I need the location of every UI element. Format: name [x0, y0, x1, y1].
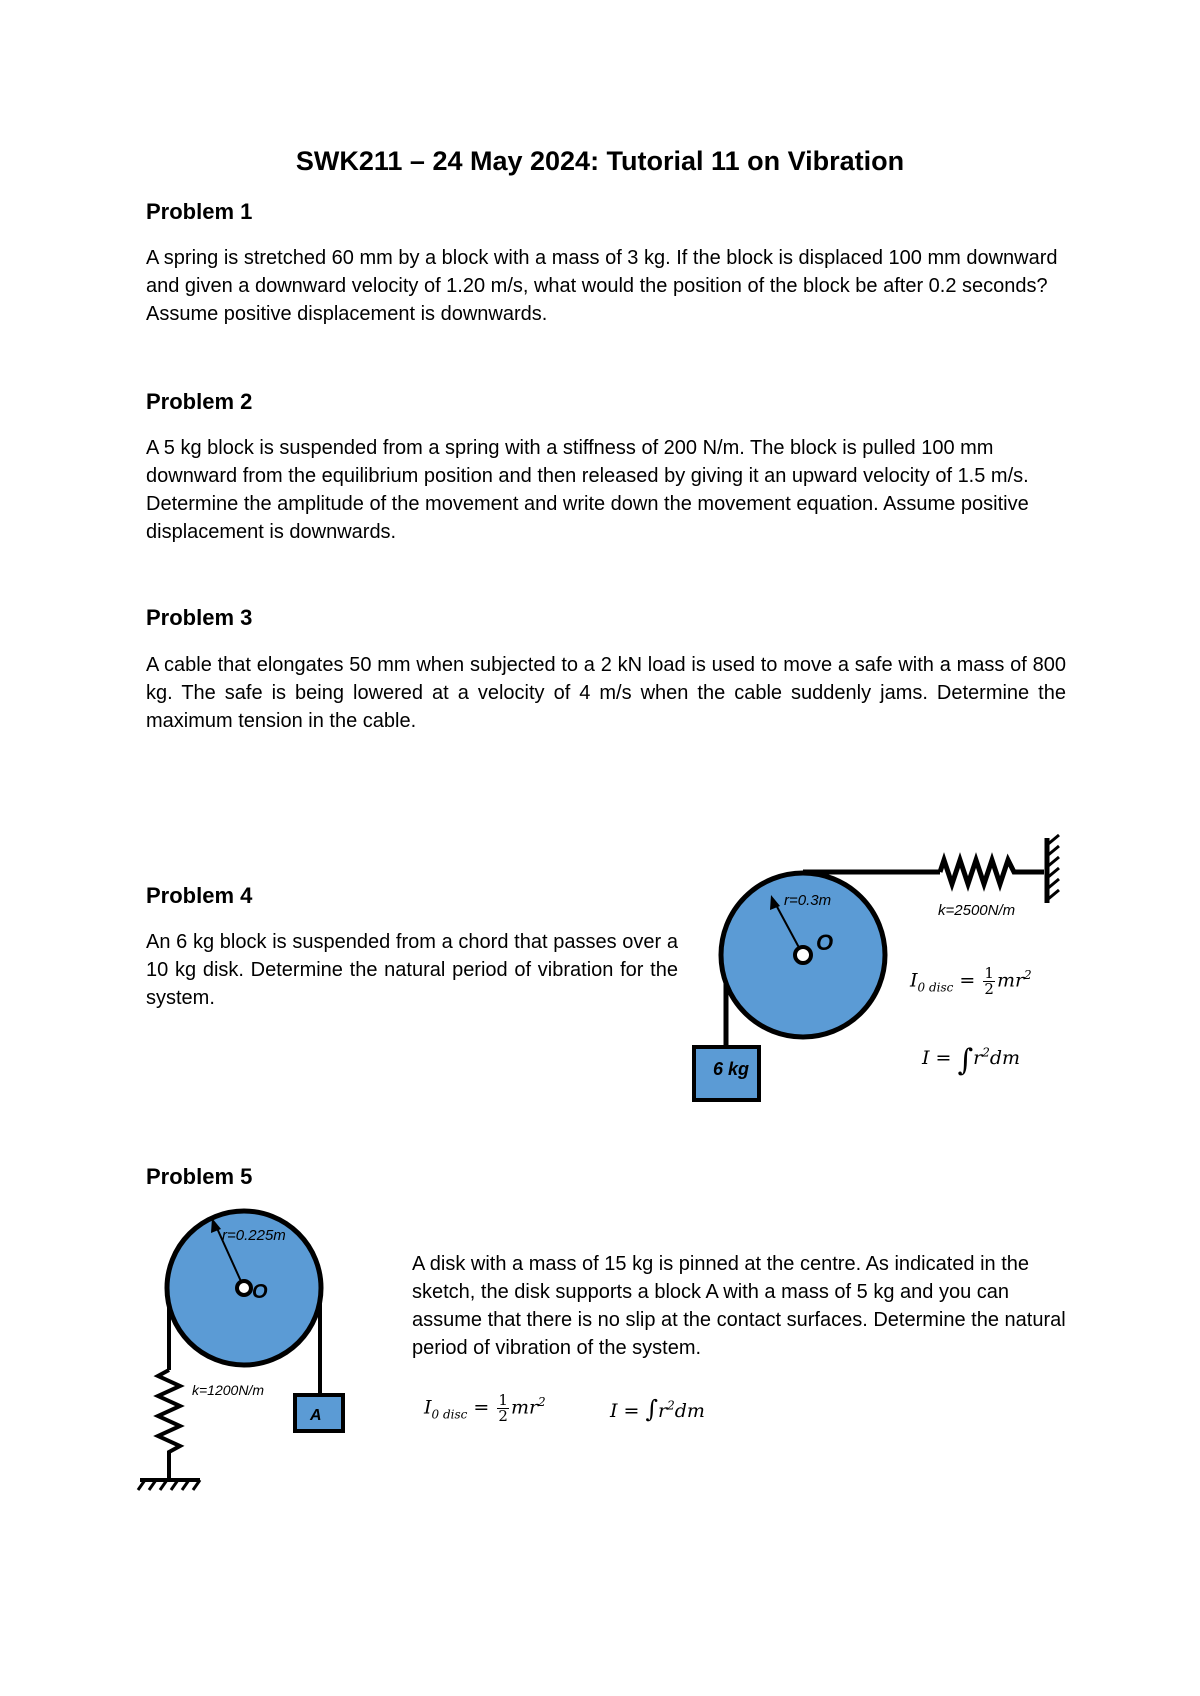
block-label: A — [310, 1407, 322, 1424]
center-pin — [237, 1281, 251, 1295]
radius-label: r=0.225m — [222, 1227, 286, 1244]
problem-3-text: A cable that elongates 50 mm when subjected to a 2 kN load is used to move a safe with a mass of 800 kg. The safe is being lowered at a velocity of 4 m/s when the cable suddenly jams. Determine the maximum tension in the cable. — [146, 654, 1066, 732]
radius-label: r=0.3m — [784, 892, 832, 909]
p4-eq-inertia-disc: $I_{0 disc}$ = $\frac{1}{2}$ $mr^2$ — [910, 964, 1032, 998]
problem-5-heading: Problem 5 — [146, 1164, 253, 1189]
p5-eq-inertia-def: $I = \int r^2dm$ — [610, 1395, 705, 1423]
page-title: SWK211 – 24 May 2024: Tutorial 11 on Vibration — [295, 146, 905, 176]
spring-label: k=2500N/m — [938, 902, 1016, 919]
block-label: 6 kg — [713, 1059, 750, 1079]
problem-3-heading: Problem 3 — [146, 605, 253, 630]
p4-eq-inertia-def: $I = \int r^2dm$ — [922, 1043, 1021, 1078]
problem-2-text: A 5 kg block is suspended from a spring with a stiffness of 200 N/m. The block is pulled 100 mm downward from the equilibrium position and then released by giving it an upward velocity of 1.5 m/s. Determine the amplitude of the movement and write down the movement equation. Assume positive displacement is downwards. — [146, 437, 1029, 543]
spring — [158, 1370, 180, 1478]
problem-4-heading: Problem 4 — [146, 883, 253, 908]
problem-1-heading: Problem 1 — [146, 199, 253, 224]
center-label: O — [816, 930, 834, 955]
spring-label: k=1200N/m — [192, 1382, 264, 1398]
problem-2-heading: Problem 2 — [146, 389, 253, 414]
problem-5-text: A disk with a mass of 15 kg is pinned at the centre. As indicated in the sketch, the disk supports a block A with a mass of 5 kg and you can assume that there is no slip at the contact surfaces. Determine the natural period of vibration of the system. — [412, 1253, 1066, 1359]
p5-eq-inertia-disc: $I_{0 disc}$ = $\frac{1}{2}$ $mr^2$ — [424, 1391, 546, 1425]
problem-1-text: A spring is stretched 60 mm by a block with a mass of 3 kg. If the block is displaced 100 mm downward and given a downward velocity of 1.20 m/s, what would the position of the block be after 0.2 seconds? Assume positive displacement is downwards. — [146, 247, 1058, 325]
center-label: O — [252, 1281, 268, 1303]
problem-4-text: An 6 kg block is suspended from a chord that passes over a 10 kg disk. Determine the natural period of vibration for the system. — [146, 931, 678, 1009]
